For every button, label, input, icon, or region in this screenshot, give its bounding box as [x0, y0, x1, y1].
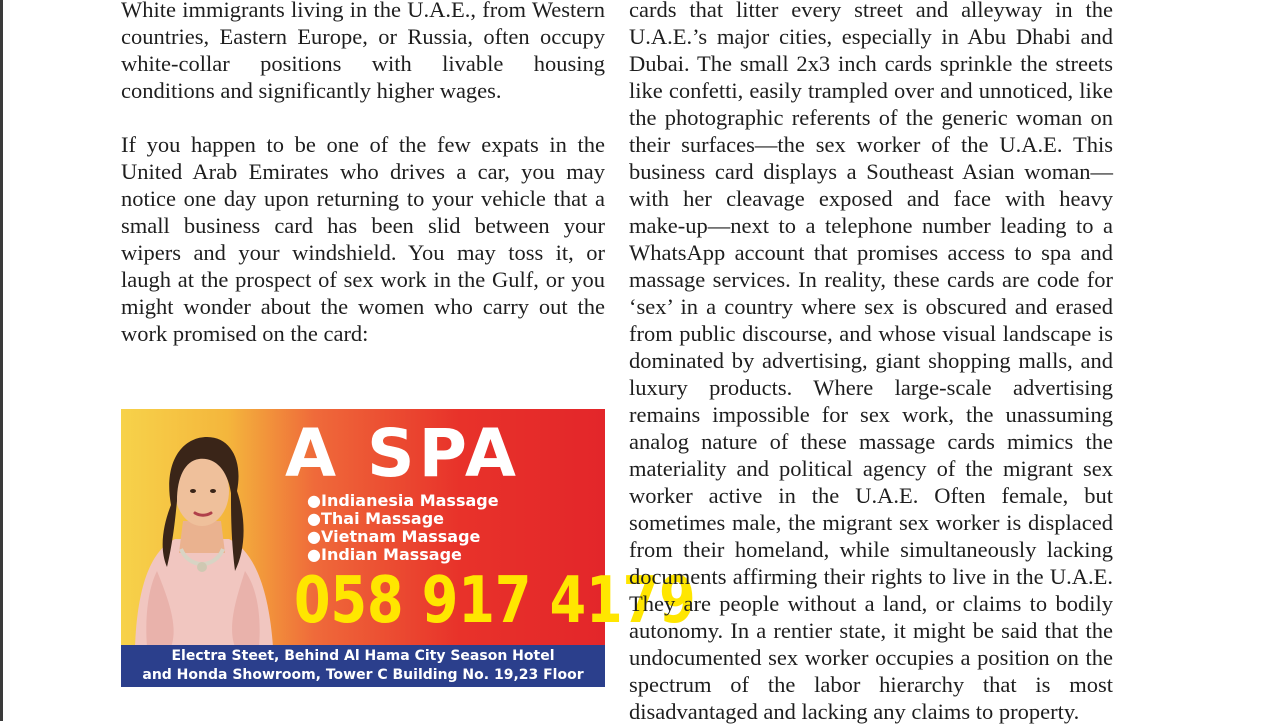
- service-item: [307, 492, 499, 510]
- paragraph-white-immigrants: White immigrants living in the U.A.E., from Western countries, Eastern Europe, or Russia, often occupy white-collar positions with livable housing conditions and significantly higher wages.: [121, 0, 605, 103]
- spa-business-card-image: [121, 409, 696, 687]
- service-item: [307, 510, 499, 528]
- service-item-label: Indian Massage: [321, 545, 462, 564]
- viewer-left-edge: [0, 0, 3, 721]
- bullet-icon: ●: [307, 509, 321, 528]
- bullet-icon: ●: [307, 527, 321, 546]
- spa-card-title: A SPA: [285, 415, 520, 492]
- bullet-icon: ●: [307, 545, 321, 564]
- service-item-label: Thai Massage: [321, 509, 445, 528]
- service-item-label: Indianesia Massage: [321, 491, 499, 510]
- service-item-label: Vietnam Massage: [321, 527, 481, 546]
- spa-address-band: [121, 645, 605, 687]
- spa-services-list: [307, 492, 499, 564]
- article-left-column: [121, 0, 605, 347]
- service-item: [307, 528, 499, 546]
- paragraph-business-card-intro: If you happen to be one of the few expats in the United Arab Emirates who drives a car, you may notice one day upon returning to your vehicle that a small business card has been slid between your wipers and your windshield. You may toss it, or laugh at the prospect of sex work in the Gulf, or you might wonder about the women who carry out the work promised on the card:: [121, 132, 605, 346]
- address-line-1: Electra Steet, Behind Al Hama City Season Hotel: [171, 648, 555, 664]
- spa-phone-number: 058 917 4179: [293, 564, 696, 638]
- paragraph-massage-cards: cards that litter every street and alleyway in the U.A.E.’s major cities, especially in Abu Dhabi and Dubai. The small 2x3 inch cards sprinkle the streets like confetti, easily trampled over and unnoticed, like the photographic referents of the generic woman on their surfaces—the sex worker of the U.A.E. This business card displays a Southeast Asian woman—with her cleavage exposed and face with heavy make-up—next to a telephone number leading to a WhatsApp account that promises access to spa and massage services. In reality, these cards are code for ‘sex’ in a country where sex is obscured and erased from public discourse, and whose visual landscape is dominated by advertising, giant shopping malls, and luxury products. Where large-scale advertising remains impossible for sex work, the unassuming analog nature of these massage cards mimics the materiality and political agency of the migrant sex worker active in the U.A.E. Often female, but sometimes male, the migrant sex worker is displaced from their homeland, while simultaneously lacking documents affirming their rights to live in the U.A.E. They are people without a land, or claims to bodily autonomy. In a rentier state, it might be said that the undocumented sex worker occupies a position on the spectrum of the labor hierarchy that is most disadvantaged and lacking any claims to property.: [629, 0, 1113, 724]
- article-right-column: [629, 0, 1113, 725]
- woman-portrait-illustration: [127, 421, 277, 647]
- bullet-icon: ●: [307, 491, 321, 510]
- address-line-2: and Honda Showroom, Tower C Building No. 19,23 Floor: [142, 667, 584, 683]
